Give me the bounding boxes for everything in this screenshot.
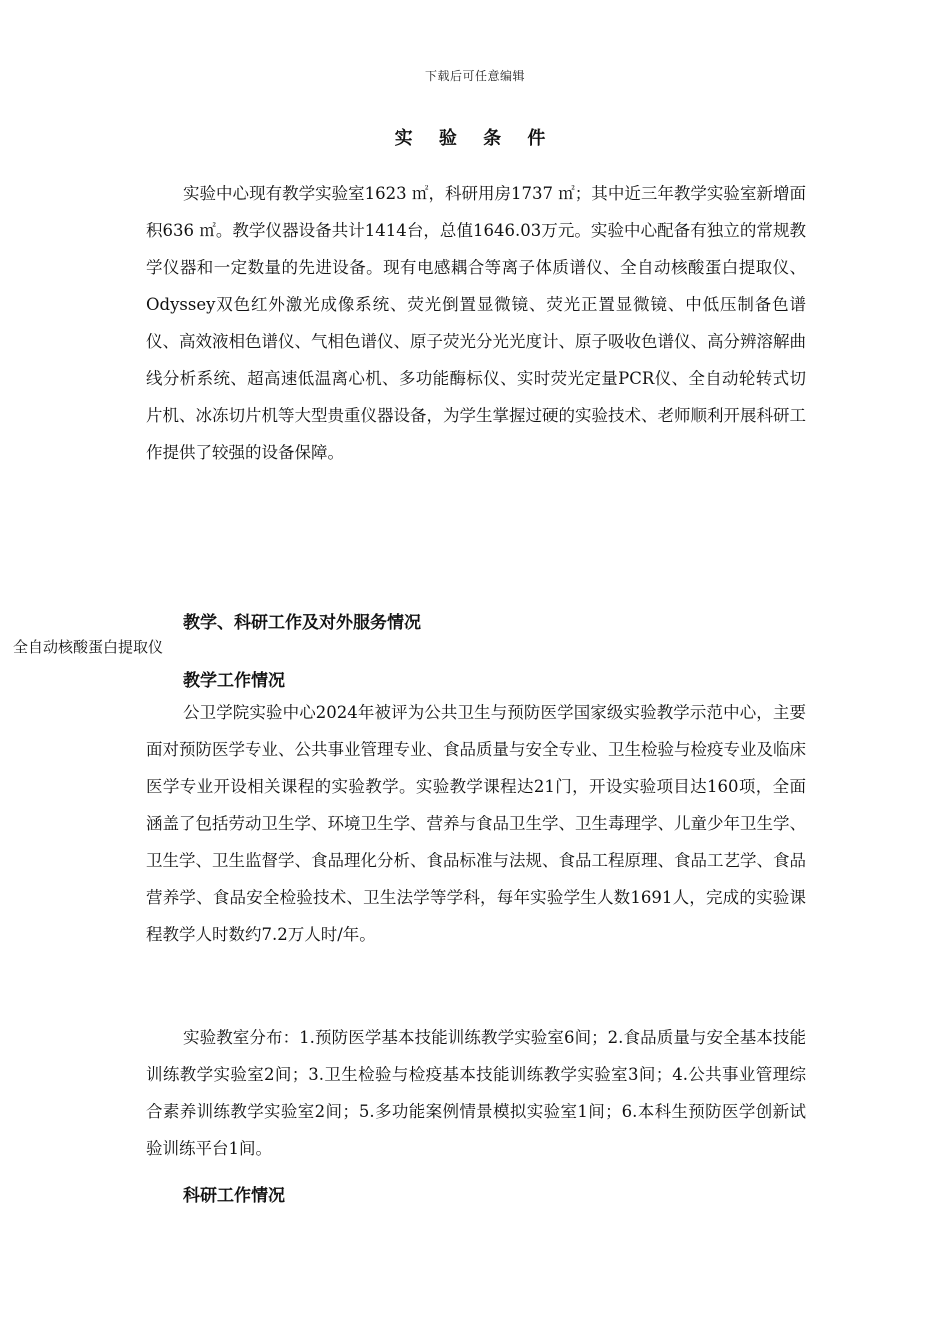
- section-heading-teaching: 教学工作情况: [183, 671, 285, 691]
- section-heading-research: 科研工作情况: [183, 1186, 285, 1206]
- image-caption: 全自动核酸蛋白提取仪: [13, 638, 164, 656]
- section-heading-teaching-research-service: 教学、科研工作及对外服务情况: [183, 613, 421, 633]
- paragraph-lab-conditions: 实验中心现有教学实验室1623 ㎡，科研用房1737 ㎡；其中近三年教学实验室新增面积636 ㎡。教学仪器设备共计1414台，总值1646.03万元。实验中心配备有独立的常规教学仪器和一定数量的先进设备。现有电感耦合等离子体质谱仪、全自动核酸蛋白提取仪、Odyssey双色红外激光成像系统、荧光倒置显微镜、荧光正置显微镜、中低压制备色谱仪、高效液相色谱仪、气相色谱仪、原子荧光分光光度计、原子吸收色谱仪、高分辨溶解曲线分析系统、超高速低温离心机、多功能酶标仪、实时荧光定量PCR仪、全自动轮转式切片机、冰冻切片机等大型贵重仪器设备，为学生掌握过硬的实验技术、老师顺利开展科研工作提供了较强的设备保障。: [146, 184, 806, 462]
- page-header-note: 下载后可任意编辑: [424, 69, 525, 83]
- page-title: 实 验 条 件: [394, 128, 556, 149]
- paragraph-lab-distribution: 实验教室分布：1.预防医学基本技能训练教学实验室6间；2.食品质量与安全基本技能训练教学实验室2间；3.卫生检验与检疫基本技能训练教学实验室3间；4.公共事业管理综合素养训练教学实验室2间；5.多功能案例情景模拟实验室1间；6.本科生预防医学创新试验训练平台1间。: [146, 1028, 806, 1158]
- paragraph-teaching: 公卫学院实验中心2024年被评为公共卫生与预防医学国家级实验教学示范中心，主要面对预防医学专业、公共事业管理专业、食品质量与安全专业、卫生检验与检疫专业及临床医学专业开设相关课程的实验教学。实验教学课程达21门，开设实验项目达160项，全面涵盖了包括劳动卫生学、环境卫生学、营养与食品卫生学、卫生毒理学、儿童少年卫生学、卫生学、卫生监督学、食品理化分析、食品标准与法规、食品工程原理、食品工艺学、食品营养学、食品安全检验技术、卫生法学等学科，每年实验学生人数1691人，完成的实验课程教学人时数约7.2万人时/年。: [146, 703, 806, 944]
